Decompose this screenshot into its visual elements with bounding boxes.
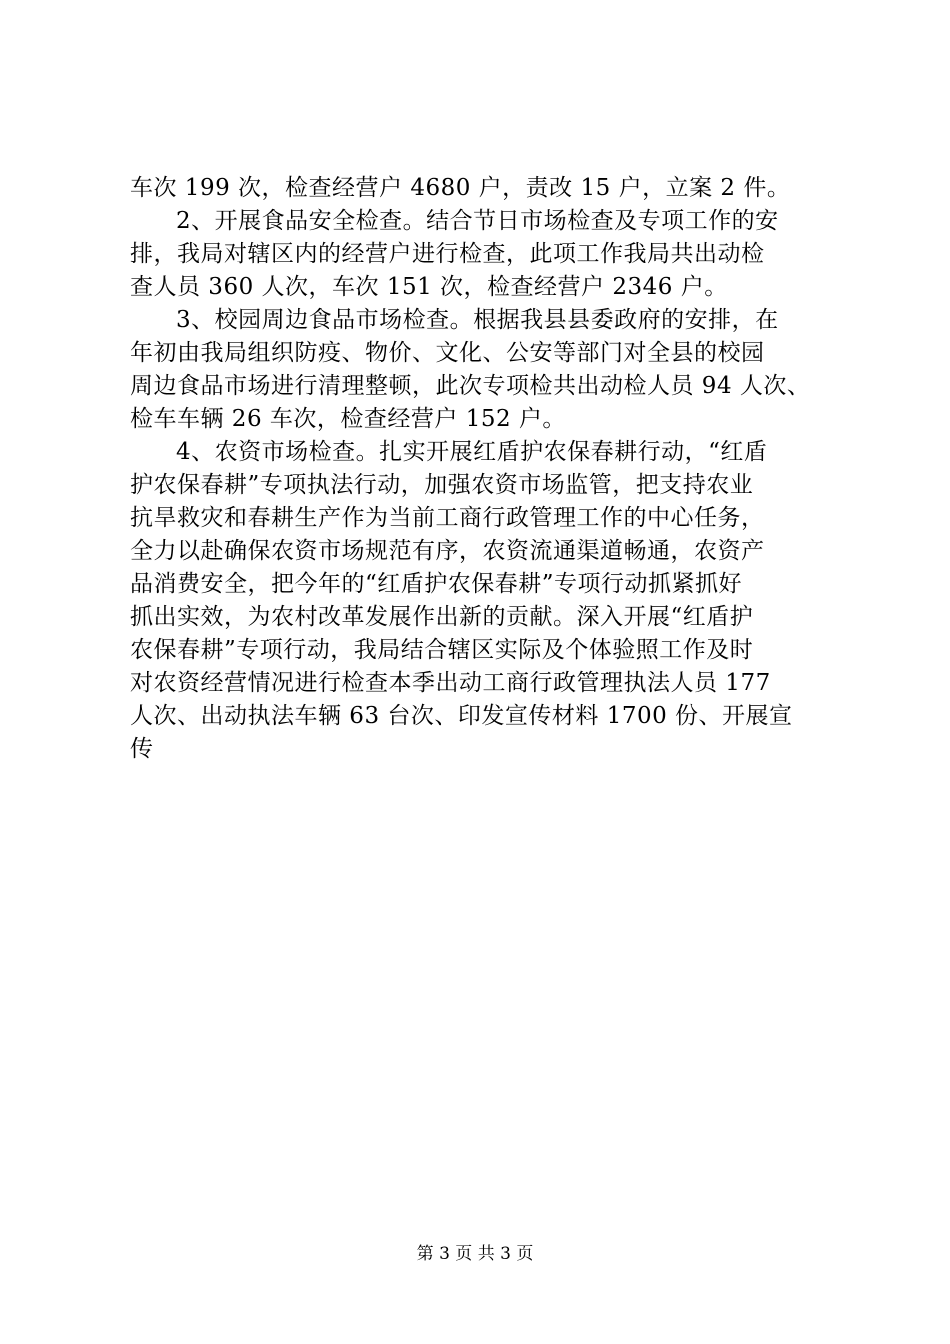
text-line: 农保春耕”专项行动，我局结合辖区实际及个体验照工作及时 bbox=[130, 637, 754, 663]
document-body bbox=[130, 172, 830, 766]
text-line: 周边食品市场进行清理整顿，此次专项检共出动检人员 94 人次、 bbox=[130, 373, 811, 399]
text-line: 查人员 360 人次，车次 151 次，检查经营户 2346 户。 bbox=[130, 274, 728, 300]
text-line: 品消费安全，把今年的“红盾护农保春耕”专项行动抓紧抓好 bbox=[130, 571, 743, 597]
text-line: 传 bbox=[130, 736, 154, 762]
text-line: 护农保春耕”专项执法行动，加强农资市场监管，把支持农业 bbox=[130, 472, 754, 498]
text-line: 4、农资市场检查。扎实开展红盾护农保春耕行动，“红盾 bbox=[176, 439, 768, 465]
text-line: 车次 199 次，检查经营户 4680 户，责改 15 户，立案 2 件。 bbox=[130, 175, 791, 201]
text-line: 排，我局对辖区内的经营户进行检查，此项工作我局共出动检 bbox=[130, 241, 765, 267]
text-line: 2、开展食品安全检查。结合节日市场检查及专项工作的安 bbox=[176, 208, 779, 234]
page-number-footer: 第 3 页 共 3 页 bbox=[416, 1244, 534, 1264]
text-line: 检车车辆 26 车次，检查经营户 152 户。 bbox=[130, 406, 566, 432]
text-line: 3、校园周边食品市场检查。根据我县县委政府的安排，在 bbox=[176, 307, 779, 333]
text-line: 抓出实效，为农村改革发展作出新的贡献。深入开展“红盾护 bbox=[130, 604, 754, 630]
text-line: 抗旱救灾和春耕生产作为当前工商行政管理工作的中心任务， bbox=[130, 505, 765, 531]
text-line: 年初由我局组织防疫、物价、文化、公安等部门对全县的校园 bbox=[130, 340, 765, 366]
text-line: 对农资经营情况进行检查本季出动工商行政管理执法人员 177 bbox=[130, 670, 771, 696]
text-line: 人次、出动执法车辆 63 台次、印发宣传材料 1700 份、开展宣 bbox=[130, 703, 793, 729]
text-line: 全力以赴确保农资市场规范有序，农资流通渠道畅通，农资产 bbox=[130, 538, 765, 564]
